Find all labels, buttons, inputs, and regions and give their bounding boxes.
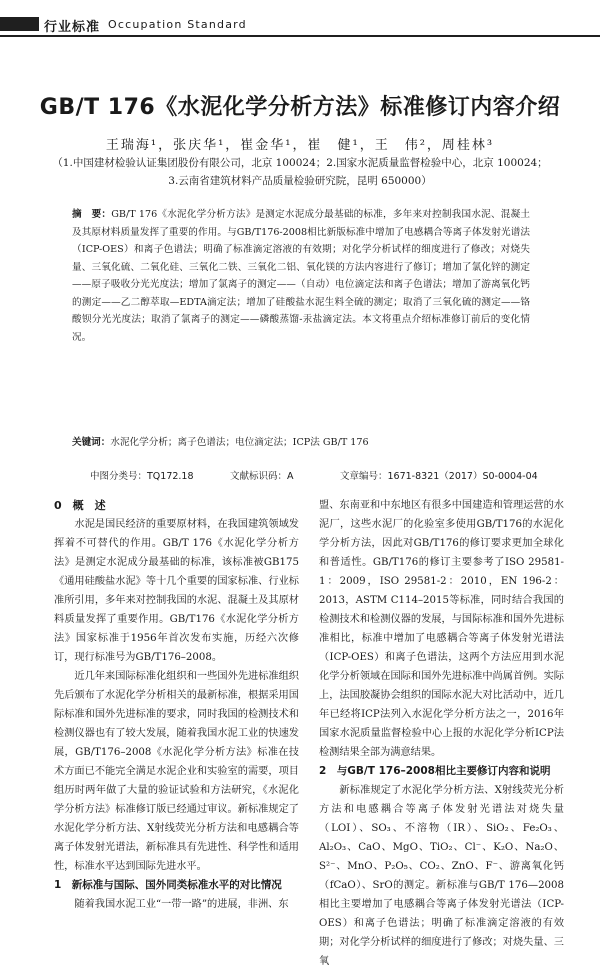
header-section-cn: 行业标准 xyxy=(44,20,101,35)
keywords xyxy=(72,434,530,448)
paragraph: 盟、东南亚和中东地区有很多中国建造和管理运营的水泥厂，这些水泥厂的化验室多使用GB/T176的水泥化学分析方法，因此对GB/T176的修订要求更加全球化和普适性。GB/T176的修订主要参考了ISO 29581-1：2009，ISO 29581-2：2010，EN 196-2：2013，ASTM C114–2015等标准，同时结合我国的检测技术和检测仪器的发展，与国际标准和国外先进标准相比，标准中增加了电感耦合等离子体发射光谱法（ICP-OES）和离子色谱法，这两个方法应用到水泥化学分析领域在国际和国外先进标准中尚属首例。实际上，法国胶凝协会组织的国际水泥大对比活动中，近几年已经将ICP法列入水泥化学分析方法之一，2016年国家水泥质量监督检验中心上报的水泥化学分析ICP法检测结果全部为满意结果。 xyxy=(319,500,564,758)
paragraph: 水泥是国民经济的重要原材料，在我国建筑领域发挥着不可替代的作用。GB/T 176《水泥化学分析方法》是测定水泥成分最基础的标准，该标准被GB175《通用硅酸盐水泥》等十几个重要的国家标准、行业标准所引用，多年来对控制我国的水泥、混凝土及其原材料质量发挥了重要作用。GB/T176《水泥化学分析方法》国家标准于1956年首次发布实施，历经六次修订，现行标准号为GB/T176–2008。 xyxy=(54,519,299,663)
article-id: 文章编号：1671-8321（2017）S0-0004-04 xyxy=(340,471,538,482)
keywords-text: 水泥化学分析；离子色谱法；电位滴定法；ICP法 GB/T 176 xyxy=(110,437,369,448)
paragraph: 近几年来国际标准化组织和一些国外先进标准组织先后颁布了水泥化学分析相关的最新标准，根据采用国际标准和国外先进标准的要求，同时我国的检测技术和检测仪器也有了较大发展，随着我国水泥工业的快速发展，GB/T176–2008《水泥化学分析方法》标准在技术方面已不能完全满足水泥企业和实验室的需要，项目组历时两年做了大量的验证试验和方法研究，《水泥化学分析方法》标准修订版已经通过审议。新标准规定了水泥化学分析方法、X射线荧光分析方法和电感耦合等离子体发射光谱法，新标准具有先进性、科学性和适用性，标准水平达到国际先进水平。 xyxy=(54,671,299,872)
section-2-heading: 2 与GB/T 176–2008相比主要修订内容和说明 xyxy=(319,765,551,777)
header-black-block xyxy=(0,17,39,31)
keywords-label: 关键词： xyxy=(72,437,111,448)
abstract-text: GB/T 176《水泥化学分析方法》是测定水泥成分最基础的标准，多年来对控制我国水泥、混凝土及其原材料质量发挥了重要的作用。与GB/T176-2008相比新版标准中增加了电感耦合等离子体发射光谱法（ICP-OES）和离子色谱法；明确了标准滴定溶液的有效期；对化学分析试样的细度进行了修改；对烧失量、三氧化硫、二氧化硅、三氧化二铁、三氧化二铝、氧化镁的方法内容进行了修订；增加了氯化锌的测定——原子吸收分光光度法；增加了氯离子的测定——（自动）电位滴定法和离子色谱法；增加了游离氧化钙的测定——乙二醇萃取—EDTA滴定法；增加了硅酸盐水泥生料全硫的测定；取消了三氧化硫的测定——铬酸钡分光光度法；取消了氯离子的测定——磷酸蒸馏-汞盐滴定法。本文将重点介绍标准修订前后的变化情况。 xyxy=(72,209,530,343)
header-rule xyxy=(0,35,600,37)
document-code: 文献标识码：A xyxy=(230,471,294,482)
running-header xyxy=(0,0,600,38)
section-1-heading: 1 新标准与国际、国外同类标准水平的对比情况 xyxy=(54,879,282,891)
abstract-label: 摘 要： xyxy=(72,209,112,220)
section-0-heading: 0 概 述 xyxy=(54,499,106,512)
affiliation-line-1: （1.中国建材检验认证集团股份有限公司，北京 100024；2.国家水泥质量监督检验中心，北京 100024； xyxy=(52,157,548,169)
paragraph: 新标准规定了水泥化学分析方法、X射线荧光分析方法和电感耦合等离子体发射光谱法对烧失量（LOI）、SO₃、不溶物（IR）、SiO₂、Fe₂O₃、Al₂O₃、CaO、MgO、TiO₂、Cl⁻、K₂O、Na₂O、S²⁻、MnO、P₂O₅、CO₂、ZnO、F⁻、游离氧化钙（fCaO）、SrO的测定。新标准与GB/T 176—2008相比主要增加了电感耦合等离子体发射光谱法（ICP-OES）和离子色谱法；明确了标准滴定溶液的有效期；对化学分析试样的细度进行了修改；对烧失量、三氧 xyxy=(319,785,564,967)
article-title: GB/T 176《水泥化学分析方法》标准修订内容介绍 xyxy=(39,95,561,120)
clc-number: 中图分类号：TQ172.18 xyxy=(90,471,194,482)
abstract xyxy=(72,206,530,346)
right-column xyxy=(319,496,564,971)
affiliation-line-2: 3.云南省建筑材料产品质量检验研究院，昆明 650000） xyxy=(168,175,432,187)
header-section-en: Occupation Standard xyxy=(108,18,247,31)
author-list: 王瑞海¹，张庆华¹，崔金华¹，崔 健¹，王 伟²，周桂林³ xyxy=(105,138,495,153)
paragraph: 随着我国水泥工业“一带一路”的进展，非洲、东 xyxy=(74,899,289,910)
left-column xyxy=(54,496,299,914)
